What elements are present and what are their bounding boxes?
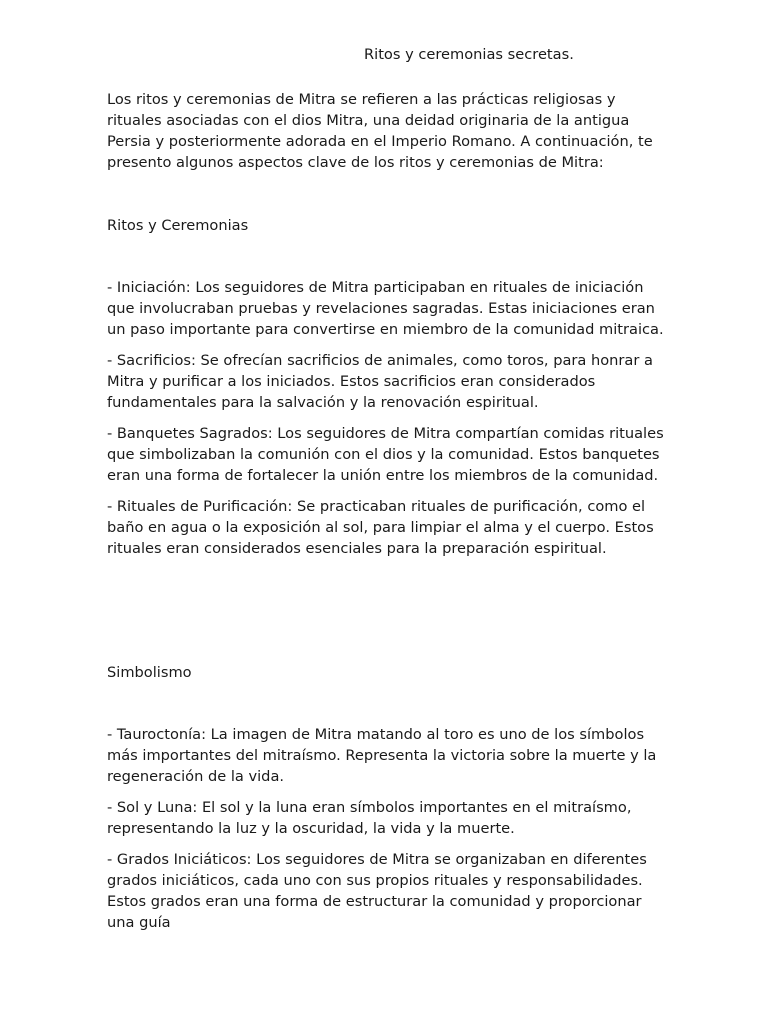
list-item: - Tauroctonía: La imagen de Mitra matando al toro es uno de los símbolos más importantes del mitraísmo. Representa la victoria sobre la muerte y la regeneración de la vida. xyxy=(107,726,657,785)
intro-paragraph: Los ritos y ceremonias de Mitra se refieren a las prácticas religiosas y rituales asociadas con el dios Mitra, una deidad originaria de la antigua Persia y posteriormente adorada en el Imperio Romano. A continuación, te presento algunos aspectos clave de los ritos y ceremonias de Mitra: xyxy=(107,91,653,171)
section-heading-ritos: Ritos y Ceremonias xyxy=(107,217,249,234)
document-title: Ritos y ceremonias secretas. xyxy=(364,46,574,63)
list-item: - Banquetes Sagrados: Los seguidores de Mitra compartían comidas rituales que simbolizaban la comunión con el dios y la comunidad. Estos banquetes eran una forma de fortalecer la unión entre los miembros de la comunidad. xyxy=(107,425,664,484)
list-item: - Sacrificios: Se ofrecían sacrificios de animales, como toros, para honrar a Mitra y purificar a los iniciados. Estos sacrificios eran considerados fundamentales para la salvación y la renovación espiritual. xyxy=(107,352,653,411)
list-item: - Rituales de Purificación: Se practicaban rituales de purificación, como el baño en agua o la exposición al sol, para limpiar el alma y el cuerpo. Estos rituales eran considerados esenciales para la preparación espiritual. xyxy=(107,498,654,557)
section-items-simbolismo xyxy=(107,724,667,943)
list-item: - Iniciación: Los seguidores de Mitra participaban en rituales de iniciación que involucraban pruebas y revelaciones sagradas. Estas iniciaciones eran un paso importante para convertirse en miembro de la comunidad mitraica. xyxy=(107,279,664,338)
section-heading-simbolismo: Simbolismo xyxy=(107,664,192,681)
section-items-ritos xyxy=(107,277,667,569)
list-item: - Grados Iniciáticos: Los seguidores de Mitra se organizaban en diferentes grados iniciáticos, cada uno con sus propios rituales y responsabilidades. Estos grados eran una forma de estructurar la comunidad y proporcionar una guía xyxy=(107,851,647,931)
list-item: - Sol y Luna: El sol y la luna eran símbolos importantes en el mitraísmo, representando la luz y la oscuridad, la vida y la muerte. xyxy=(107,799,632,837)
